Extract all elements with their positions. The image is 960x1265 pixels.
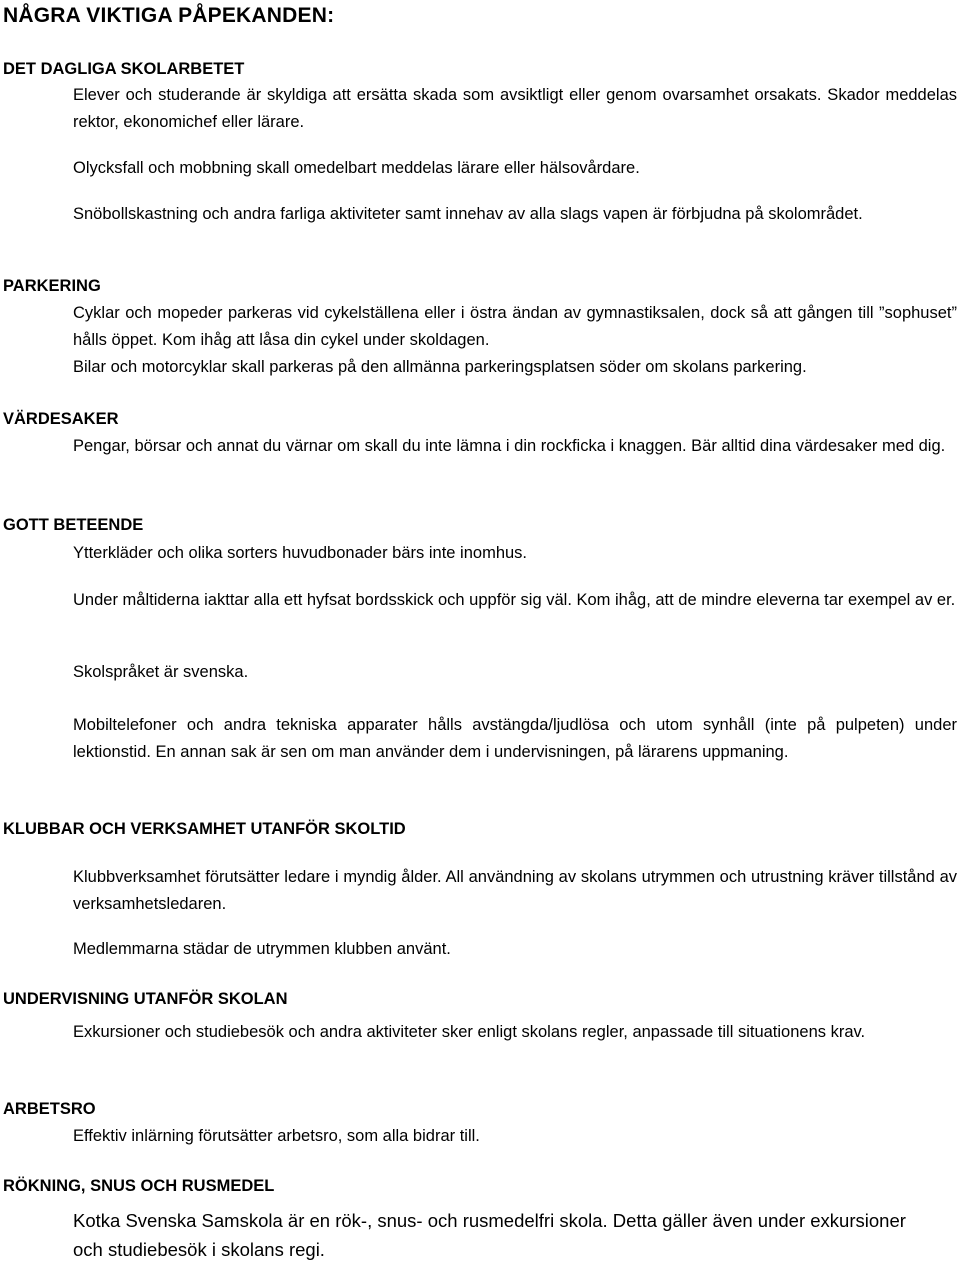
section-heading-clubs: KLUBBAR OCH VERKSAMHET UTANFÖR SKOLTID xyxy=(3,820,406,838)
section-heading-valuables: VÄRDESAKER xyxy=(3,410,119,428)
page-title: NÅGRA VIKTIGA PÅPEKANDEN: xyxy=(3,4,335,27)
paragraph-snowball-weapons: Snöbollskastning och andra farliga aktiviteter samt innehav av alla slags vapen är förbjudna på skolområdet. xyxy=(73,205,863,223)
section-heading-good-behaviour: GOTT BETEENDE xyxy=(3,516,144,534)
paragraph-school-language: Skolspråket är svenska. xyxy=(73,663,249,681)
paragraph-members-clean: Medlemmarna städar de utrymmen klubben använt. xyxy=(73,940,451,958)
section-heading-work-peace: ARBETSRO xyxy=(3,1100,96,1118)
paragraph-outerwear-headwear: Ytterkläder och olika sorters huvudbonader bärs inte inomhus. xyxy=(73,544,527,562)
paragraph-cars-motorcycles: Bilar och motorcyklar skall parkeras på den allmänna parkeringsplatsen söder om skolans parkering. xyxy=(73,358,807,376)
paragraph-mobile-phones: Mobiltelefoner och andra tekniska apparater hålls avstängda/ljudlösa och utom synhåll (inte på pulpeten) under lektionstid. En annan sak är sen om man använder dem i undervisningen, på lärarens uppmaning. xyxy=(73,716,957,761)
section-heading-smoking: RÖKNING, SNUS OCH RUSMEDEL xyxy=(3,1177,275,1195)
paragraph-money-wallets: Pengar, börsar och annat du värnar om skall du inte lämna i din rockficka i knaggen. Bär alltid dina värdesaker med dig. xyxy=(73,437,946,455)
paragraph-accidents-bullying: Olycksfall och mobbning skall omedelbart meddelas lärare eller hälsovårdare. xyxy=(73,159,640,177)
paragraph-effective-learning: Effektiv inlärning förutsätter arbetsro, som alla bidrar till. xyxy=(73,1127,480,1145)
paragraph-smoke-free-school: Kotka Svenska Samskola är en rök-, snus- och rusmedelfri skola. Detta gäller även under exkursioner och studiebesök i skolans regi. xyxy=(73,1210,906,1260)
paragraph-excursions: Exkursioner och studiebesök och andra aktiviteter sker enligt skolans regler, anpassade till situationens krav. xyxy=(73,1023,866,1041)
section-heading-parking: PARKERING xyxy=(3,277,101,295)
paragraph-bicycles-mopeds: Cyklar och mopeder parkeras vid cykelställena eller i östra ändan av gymnastiksalen, dock så att gången till ”sophuset” hålls öppet. Kom ihåg att låsa din cykel under skoldagen. xyxy=(73,304,957,349)
section-heading-teaching-outside: UNDERVISNING UTANFÖR SKOLAN xyxy=(3,990,288,1008)
paragraph-table-manners: Under måltiderna iakttar alla ett hyfsat bordsskick och uppför sig väl. Kom ihåg, att de mindre eleverna tar exempel av er. xyxy=(73,591,956,609)
section-heading-daily-schoolwork: DET DAGLIGA SKOLARBETET xyxy=(3,60,245,78)
paragraph-damage-liability: Elever och studerande är skyldiga att ersätta skada som avsiktligt eller genom ovarsamhet orsakats. Skador meddelas rektor, ekonomichef eller lärare. xyxy=(73,86,957,131)
paragraph-club-activities: Klubbverksamhet förutsätter ledare i myndig ålder. All användning av skolans utrymmen och utrustning kräver tillstånd av verksamhetsledaren. xyxy=(73,868,957,913)
